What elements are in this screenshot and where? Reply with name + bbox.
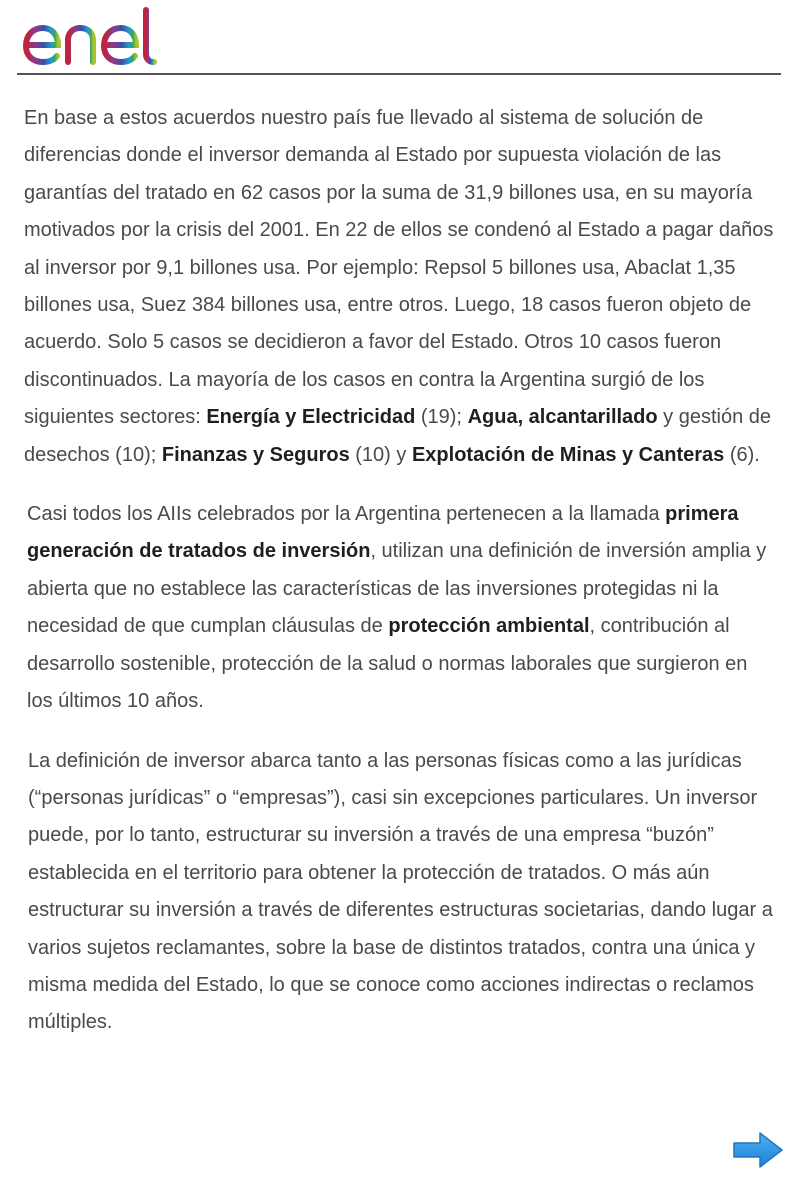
emphasis-text: protección ambiental [388,615,590,638]
emphasis-text: Explotación de Minas y Canteras [411,443,725,466]
emphasis-text: primera generación de tratados de inversión [27,503,739,563]
body-text: , contribución al desarrollo sostenible, protección de la salud o normas laborales que surgieron en los últimos 10 años. [27,615,748,713]
emphasis-text: Agua, alcantarillado [467,406,658,429]
paragraph-investor-definition [0,743,778,1042]
emphasis-text: Energía y Electricidad [206,406,416,429]
body-text: La definición de inversor abarca tanto a las personas físicas como a las jurídicas (“personas jurídicas” o “empresas”), casi sin excepciones particulares. Un inversor puede, por lo tanto, estructurar su inversión a través de una empresa “buzón” establecida en el territorio para obtener la protección de tratados. O más aún estructurar su inversión a través de diferentes estructuras societarias, dando lugar a varios sujetos reclamantes, sobre la base de distintos tratados, contra una única y misma medida del Estado, lo que se conoce como acciones indirectas o reclamos múltiples. [28,749,773,1034]
body-text: (6). [724,443,760,466]
body-text: (19); [415,406,468,429]
arrow-right-icon [732,1131,784,1169]
paragraph-first-generation-treaties [0,496,777,720]
body-text: (10) y [349,443,412,466]
body-text: En base a estos acuerdos nuestro país fue llevado al sistema de solución de diferencias donde el inversor demanda al Estado por supuesta violación de las garantías del tratado en 62 casos por la suma de 31,9 billones usa, en su mayoría motivados por la crisis del 2001. En 22 de ellos se condenó al Estado a pagar daños al inversor por 9,1 billones usa. Por ejemplo: Repsol 5 billones usa, Abaclat 1,35 billones usa, Suez 384 billones usa, entre otros. Luego, 18 casos fueron objeto de acuerdo. Solo 5 casos se decidieron a favor del Estado. Otros 10 casos fueron discontinuados. La mayoría de los casos en contra la Argentina surgió de los siguientes sectores: [24,107,774,429]
article-body [0,100,800,1042]
body-text: Casi todos los AIIs celebrados por la Argentina pertenecen a la llamada [27,503,666,526]
header-divider [17,73,781,75]
paragraph-investment-disputes [0,100,776,474]
enel-logo-graphic [18,4,188,68]
body-text: y gestión de desechos (10); [24,406,772,466]
body-text: , utilizan una definición de inversión amplia y abierta que no establece las características de las inversiones protegidas ni la necesidad de que cumplan cláusulas de [27,540,767,638]
next-page-button[interactable] [732,1131,784,1169]
enel-logo [18,4,188,68]
emphasis-text: Finanzas y Seguros [161,443,350,466]
